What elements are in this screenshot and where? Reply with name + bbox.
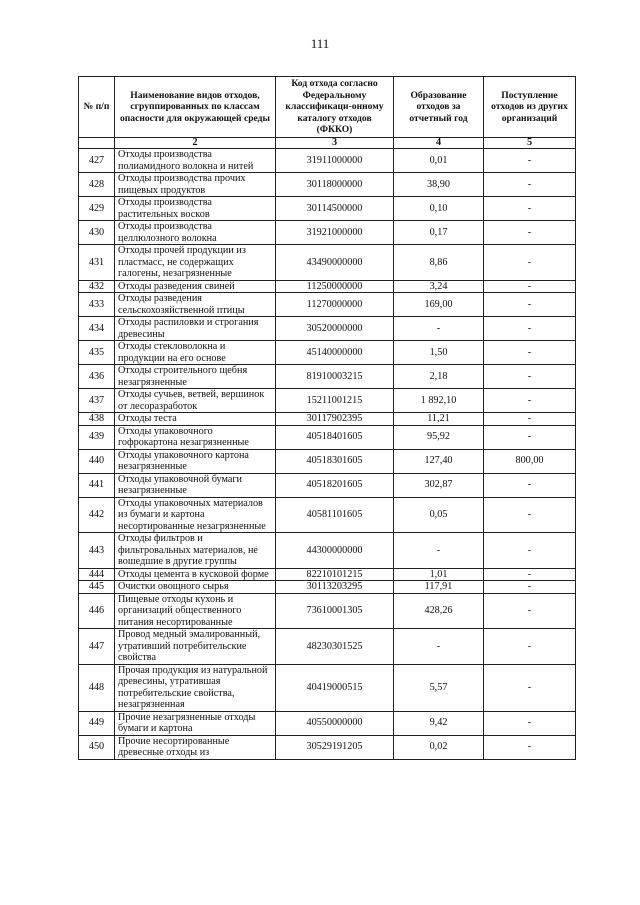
table-row: [79, 568, 576, 581]
table-row: [79, 221, 576, 245]
cell-code: 73610001305: [276, 593, 394, 629]
cell-formed: 428,26: [394, 593, 484, 629]
header-code: Код отхода согласно Федеральному классификаци-онному каталогу отходов (ФККО): [276, 77, 394, 138]
header-row: [79, 77, 576, 138]
cell-num: 435: [79, 341, 115, 365]
column-number-4: 4: [394, 138, 484, 149]
cell-code: 48230301525: [276, 629, 394, 665]
cell-name: Отходы упаковочной бумаги незагрязненные: [115, 473, 276, 497]
table-row: [79, 173, 576, 197]
cell-name: Отходы разведения сельскохозяйственной птицы: [115, 293, 276, 317]
table-row: [79, 629, 576, 665]
cell-code: 30529191205: [276, 735, 394, 759]
cell-name: Отходы производства растительных восков: [115, 197, 276, 221]
cell-name: Отходы производства целлюлозного волокна: [115, 221, 276, 245]
cell-name: Отходы производства полиамидного волокна и нитей: [115, 149, 276, 173]
table-row: [79, 293, 576, 317]
cell-name: Провод медный эмалированный, утративший потребительские свойства: [115, 629, 276, 665]
table-row: [79, 413, 576, 426]
cell-num: 444: [79, 568, 115, 581]
cell-received: -: [484, 581, 576, 594]
cell-code: 11250000000: [276, 280, 394, 293]
table-row: [79, 581, 576, 594]
cell-formed: 11,21: [394, 413, 484, 426]
cell-received: -: [484, 245, 576, 281]
cell-code: 40419000515: [276, 664, 394, 711]
cell-num: 443: [79, 533, 115, 569]
cell-name: Отходы прочей продукции из пластмасс, не содержащих галогены, незагрязненные: [115, 245, 276, 281]
cell-formed: -: [394, 533, 484, 569]
cell-name: Отходы разведения свиней: [115, 280, 276, 293]
cell-num: 433: [79, 293, 115, 317]
cell-code: 11270000000: [276, 293, 394, 317]
column-number-blank: [79, 138, 115, 149]
cell-received: -: [484, 473, 576, 497]
cell-code: 30520000000: [276, 317, 394, 341]
column-number-5: 5: [484, 138, 576, 149]
cell-name: Отходы фильтров и фильтровальных материалов, не вошедшие в другие группы: [115, 533, 276, 569]
table-body: [79, 149, 576, 760]
cell-name: Отходы строительного щебня незагрязненные: [115, 365, 276, 389]
header-received: Поступление отходов из других организаций: [484, 77, 576, 138]
cell-received: -: [484, 593, 576, 629]
cell-formed: 127,40: [394, 449, 484, 473]
cell-name: Отходы теста: [115, 413, 276, 426]
header-name: Наименование видов отходов, сгруппированных по классам опасности для окружающей среды: [115, 77, 276, 138]
cell-code: 40581101605: [276, 497, 394, 533]
cell-received: -: [484, 425, 576, 449]
cell-formed: 5,57: [394, 664, 484, 711]
cell-received: -: [484, 711, 576, 735]
cell-received: -: [484, 497, 576, 533]
cell-code: 15211001215: [276, 389, 394, 413]
table-row: [79, 711, 576, 735]
cell-formed: 169,00: [394, 293, 484, 317]
table-row: [79, 593, 576, 629]
cell-formed: 8,86: [394, 245, 484, 281]
table-row: [79, 197, 576, 221]
cell-formed: -: [394, 317, 484, 341]
table-row: [79, 533, 576, 569]
cell-formed: 2,18: [394, 365, 484, 389]
cell-code: 30118000000: [276, 173, 394, 197]
cell-formed: 38,90: [394, 173, 484, 197]
header-num: № п/п: [79, 77, 115, 138]
cell-received: -: [484, 317, 576, 341]
cell-received: -: [484, 664, 576, 711]
cell-received: -: [484, 341, 576, 365]
cell-formed: 1,50: [394, 341, 484, 365]
cell-num: 440: [79, 449, 115, 473]
cell-received: -: [484, 173, 576, 197]
cell-num: 442: [79, 497, 115, 533]
cell-formed: 0,10: [394, 197, 484, 221]
cell-received: -: [484, 389, 576, 413]
cell-num: 439: [79, 425, 115, 449]
cell-received: -: [484, 568, 576, 581]
cell-received: -: [484, 149, 576, 173]
cell-code: 81910003215: [276, 365, 394, 389]
cell-code: 40518401605: [276, 425, 394, 449]
cell-num: 450: [79, 735, 115, 759]
cell-num: 437: [79, 389, 115, 413]
cell-formed: -: [394, 629, 484, 665]
table-row: [79, 245, 576, 281]
cell-num: 429: [79, 197, 115, 221]
cell-received: 800,00: [484, 449, 576, 473]
cell-formed: 3,24: [394, 280, 484, 293]
cell-num: 445: [79, 581, 115, 594]
cell-name: Прочие незагрязненные отходы бумаги и картона: [115, 711, 276, 735]
cell-name: Пищевые отходы кухонь и организаций общественного питания несортированные: [115, 593, 276, 629]
cell-num: 448: [79, 664, 115, 711]
cell-name: Отходы сучьев, ветвей, вершинок от лесоразработок: [115, 389, 276, 413]
table-row: [79, 449, 576, 473]
cell-num: 441: [79, 473, 115, 497]
cell-code: 30113203295: [276, 581, 394, 594]
cell-code: 31911000000: [276, 149, 394, 173]
cell-name: Прочая продукция из натуральной древесины, утратившая потребительские свойства, незагрязненная: [115, 664, 276, 711]
table-row: [79, 149, 576, 173]
column-numbers-row: [79, 138, 576, 149]
page-number: 111: [310, 36, 330, 51]
cell-num: 449: [79, 711, 115, 735]
table-row: [79, 365, 576, 389]
cell-code: 40518301605: [276, 449, 394, 473]
header-formed: Образование отходов за отчетный год: [394, 77, 484, 138]
table-row: [79, 389, 576, 413]
cell-num: 434: [79, 317, 115, 341]
table-row: [79, 735, 576, 759]
cell-code: 40550000000: [276, 711, 394, 735]
cell-formed: 9,42: [394, 711, 484, 735]
cell-name: Прочие несортированные древесные отходы из: [115, 735, 276, 759]
cell-name: Отходы распиловки и строгания древесины: [115, 317, 276, 341]
cell-formed: 0,01: [394, 149, 484, 173]
cell-code: 40518201605: [276, 473, 394, 497]
cell-formed: 0,02: [394, 735, 484, 759]
table-row: [79, 341, 576, 365]
cell-code: 31921000000: [276, 221, 394, 245]
cell-formed: 302,87: [394, 473, 484, 497]
column-number-2: 2: [115, 138, 276, 149]
cell-formed: 0,05: [394, 497, 484, 533]
column-number-3: 3: [276, 138, 394, 149]
cell-num: 446: [79, 593, 115, 629]
cell-num: 427: [79, 149, 115, 173]
cell-num: 430: [79, 221, 115, 245]
cell-received: -: [484, 413, 576, 426]
cell-name: Очистки овощного сырья: [115, 581, 276, 594]
cell-num: 432: [79, 280, 115, 293]
table-row: [79, 317, 576, 341]
table-row: [79, 497, 576, 533]
cell-received: -: [484, 629, 576, 665]
cell-code: 30114500000: [276, 197, 394, 221]
table-row: [79, 664, 576, 711]
cell-code: 43490000000: [276, 245, 394, 281]
cell-num: 436: [79, 365, 115, 389]
cell-code: 82210101215: [276, 568, 394, 581]
cell-num: 438: [79, 413, 115, 426]
cell-num: 431: [79, 245, 115, 281]
table-row: [79, 280, 576, 293]
cell-name: Отходы упаковочного картона незагрязненные: [115, 449, 276, 473]
cell-formed: 95,92: [394, 425, 484, 449]
table-row: [79, 473, 576, 497]
cell-received: -: [484, 293, 576, 317]
cell-received: -: [484, 365, 576, 389]
cell-formed: 0,17: [394, 221, 484, 245]
cell-num: 428: [79, 173, 115, 197]
cell-formed: 1,01: [394, 568, 484, 581]
cell-received: -: [484, 197, 576, 221]
cell-name: Отходы производства прочих пищевых продуктов: [115, 173, 276, 197]
cell-received: -: [484, 221, 576, 245]
cell-code: 45140000000: [276, 341, 394, 365]
cell-name: Отходы стекловолокна и продукции на его основе: [115, 341, 276, 365]
cell-code: 44300000000: [276, 533, 394, 569]
cell-formed: 117,91: [394, 581, 484, 594]
cell-received: -: [484, 735, 576, 759]
cell-code: 30117902395: [276, 413, 394, 426]
cell-name: Отходы цемента в кусковой форме: [115, 568, 276, 581]
cell-name: Отходы упаковочного гофрокартона незагрязненные: [115, 425, 276, 449]
waste-table: [78, 76, 576, 760]
cell-num: 447: [79, 629, 115, 665]
table-row: [79, 425, 576, 449]
cell-received: -: [484, 280, 576, 293]
cell-formed: 1 892,10: [394, 389, 484, 413]
cell-received: -: [484, 533, 576, 569]
cell-name: Отходы упаковочных материалов из бумаги и картона несортированные незагрязненные: [115, 497, 276, 533]
